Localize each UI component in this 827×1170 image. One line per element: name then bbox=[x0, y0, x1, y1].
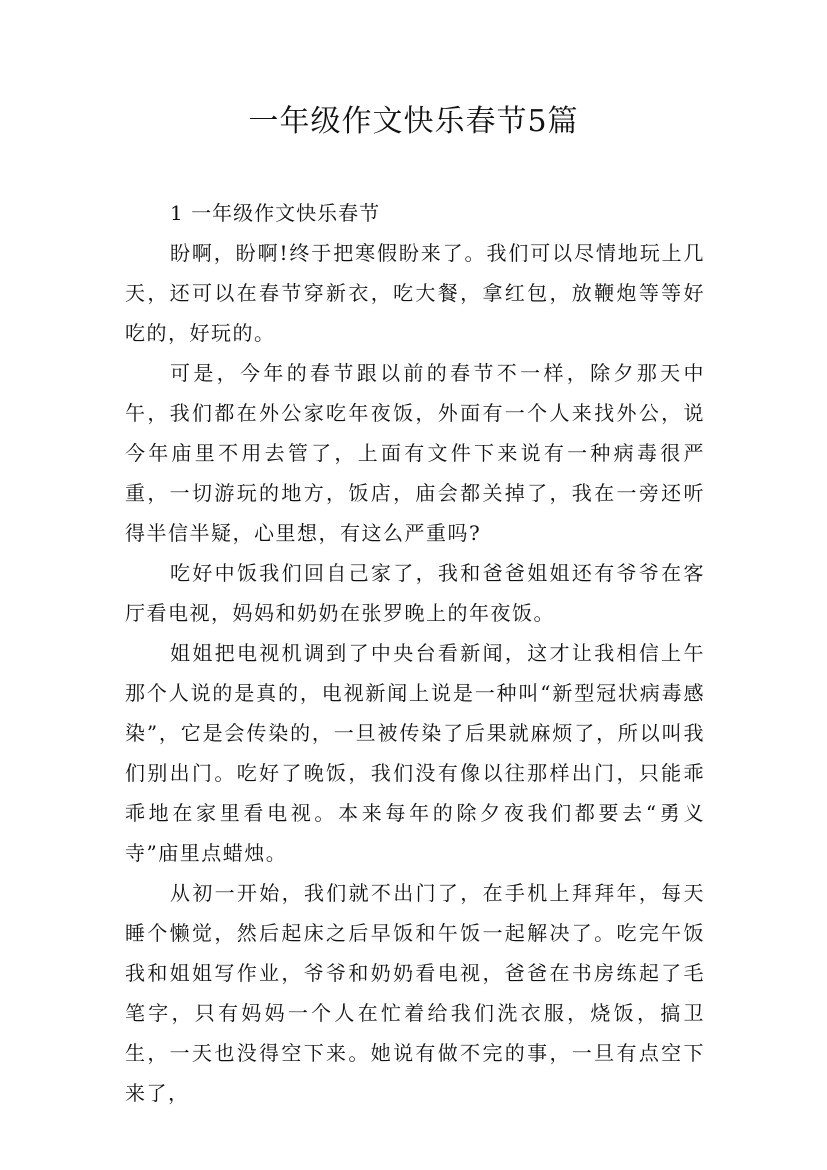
paragraph-3: 吃好中饭我们回自己家了，我和爸爸姐姐还有爷爷在客厅看电视，妈妈和奶奶在张罗晚上的年夜饭。 bbox=[125, 561, 705, 625]
paragraph-5: 从初一开始，我们就不出门了，在手机上拜拜年，每天睡个懒觉，然后起床之后早饭和午饭一起解决了。吃完午饭我和姐姐写作业，爷爷和奶奶看电视，爸爸在书房练起了毛笔字，只有妈妈一个人在忙着给我们洗衣服，烧饭，搞卫生，一天也没得空下来。她说有做不完的事，一旦有点空下来了， bbox=[125, 881, 705, 1105]
paragraph-1: 盼啊，盼啊!终于把寒假盼来了。我们可以尽情地玩上几天，还可以在春节穿新衣，吃大餐，拿红包，放鞭炮等等好吃的，好玩的。 bbox=[125, 241, 705, 345]
paragraph-2: 可是，今年的春节跟以前的春节不一样，除夕那天中午，我们都在外公家吃年夜饭，外面有一个人来找外公，说今年庙里不用去管了，上面有文件下来说有一种病毒很严重，一切游玩的地方，饭店，庙会都关掉了，我在一旁还听得半信半疑，心里想，有这么严重吗? bbox=[125, 361, 705, 545]
paragraph-4: 姐姐把电视机调到了中央台看新闻，这才让我相信上午那个人说的是真的，电视新闻上说是一种叫“新型冠状病毒感染”，它是会传染的，一旦被传染了后果就麻烦了，所以叫我们别出门。吃好了晚饭，我们没有像以往那样出门，只能乖乖地在家里看电视。本来每年的除夕夜我们都要去“勇义寺”庙里点蜡烛。 bbox=[125, 641, 705, 865]
article-body bbox=[125, 193, 705, 1113]
section-heading: 1 一年级作文快乐春节 bbox=[170, 201, 381, 225]
document-title: 一年级作文快乐春节5篇 bbox=[248, 104, 579, 139]
